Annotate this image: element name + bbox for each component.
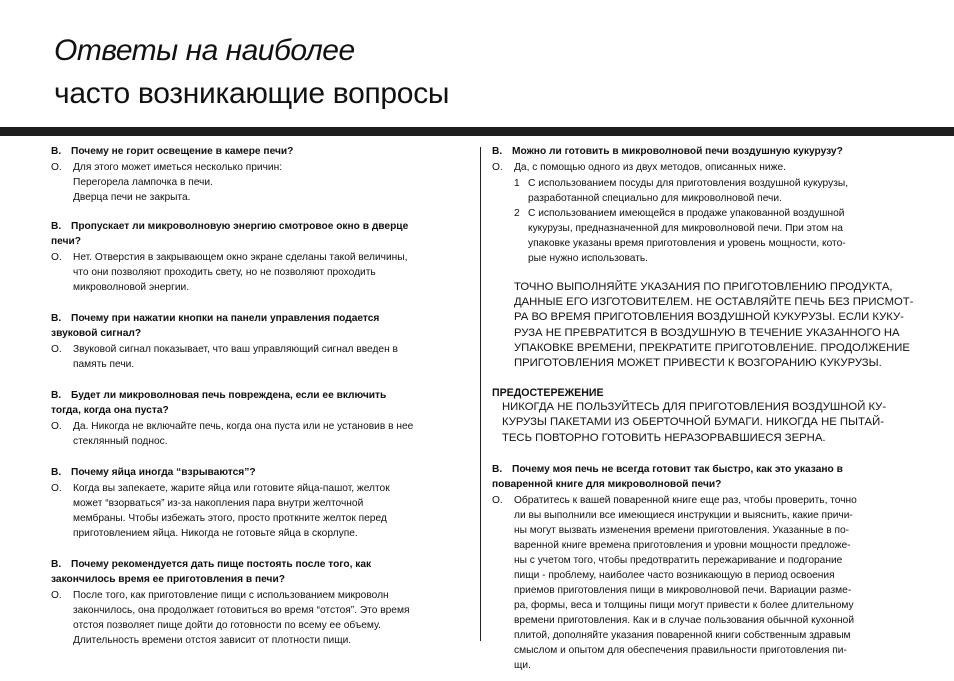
question-line	[51, 403, 456, 418]
caution-title: ПРЕДОСТЕРЕЖЕНИЕ	[492, 387, 604, 400]
notice-line: РУЗА НЕ ПРЕВРАТИТСЯ В ВОЗДУШНУЮ В ТЕЧЕНИЕ УКАЗАННОГО НА	[514, 326, 900, 339]
answer-marker: О.	[51, 162, 62, 173]
answer-line	[51, 526, 456, 541]
answer-line	[51, 633, 456, 648]
question-marker: В.	[492, 146, 503, 157]
answer-text: Нет. Отверстия в закрывающем окно экране сделаны такой величины,	[73, 252, 408, 263]
qa-block-popcorn	[492, 144, 922, 371]
question-marker: В.	[51, 146, 62, 157]
answer-line	[492, 613, 922, 628]
question-line	[51, 557, 456, 572]
qa-block	[51, 144, 456, 205]
caution-block	[492, 386, 922, 446]
answer-line	[51, 357, 456, 372]
answer-line	[51, 280, 456, 295]
answer-text: приемов приготовления пищи в микроволновой печи. Вариации разме-	[514, 584, 852, 596]
answer-text: Перегорела лампочка в печи.	[73, 177, 213, 188]
question-line	[51, 388, 456, 403]
method-line	[492, 191, 922, 206]
answer	[51, 481, 456, 541]
question-marker: В.	[492, 463, 503, 475]
header-rule	[0, 127, 954, 136]
answer	[492, 493, 922, 673]
question	[492, 144, 922, 159]
question-line	[51, 219, 456, 234]
question-line	[492, 477, 922, 492]
qa-block	[51, 388, 456, 449]
answer-text: мембраны. Чтобы избежать этого, просто проткните желток перед	[73, 513, 387, 524]
notice-line: ТОЧНО ВЫПОЛНЯЙТЕ УКАЗАНИЯ ПО ПРИГОТОВЛЕНИЮ ПРОДУКТА,	[514, 281, 893, 293]
method-number: 1	[514, 178, 520, 189]
answer-text: Когда вы запекаете, жарите яйца или готовите яйца-пашот, желток	[73, 483, 390, 494]
question-line	[51, 572, 456, 587]
answer-line	[492, 553, 922, 568]
question-text: Почему яйца иногда “взрываются”?	[71, 467, 256, 478]
answer-text: смыслом и опытом для обеспечения правильности приготовления пи-	[514, 644, 847, 656]
answer-text: может “взорваться” из-за накопления пара внутри желточной	[73, 498, 364, 509]
question	[51, 557, 456, 587]
answer-text: Да, с помощью одного из двух методов, описанных ниже.	[514, 162, 786, 173]
answer-text: Дверца печи не закрыта.	[73, 192, 191, 203]
caution-line: ТЕСЬ ПОВТОРНО ГОТОВИТЬ НЕРАЗОРВАВШИЕСЯ ЗЕРНА.	[502, 431, 826, 444]
qa-block-cookbook	[492, 462, 922, 673]
answer-text: ли вы выполнили все имеющиеся инструкции и выяснить, какие причи-	[514, 509, 853, 521]
answer-line	[51, 250, 456, 265]
method-text: упаковке указаны время приготовления и уровень мощности, кото-	[528, 238, 846, 249]
answer	[51, 160, 456, 205]
method-text: рые нужно использовать.	[528, 253, 649, 264]
question	[492, 462, 922, 492]
page-title-line-2: часто возникающие вопросы	[54, 77, 450, 110]
question-marker: В.	[51, 467, 62, 478]
answer-text: Для этого может иметься несколько причин:	[73, 162, 283, 173]
answer-line	[492, 658, 922, 673]
column-divider	[480, 147, 481, 641]
question-text: тогда, когда она пуста?	[51, 405, 169, 416]
answer-text: щи.	[514, 659, 531, 671]
answer	[51, 588, 456, 648]
method-line	[492, 176, 922, 191]
left-column	[51, 144, 456, 648]
method-line	[492, 236, 922, 251]
question-text: звуковой сигнал?	[51, 328, 142, 339]
question-text: Будет ли микроволновая печь повреждена, если ее включить	[71, 390, 387, 401]
answer-text: Звуковой сигнал показывает, что ваш управляющий сигнал введен в	[73, 344, 398, 355]
answer-line	[51, 511, 456, 526]
question-line	[492, 462, 922, 477]
popcorn-notice	[492, 280, 922, 371]
answer-line	[492, 160, 922, 175]
answer-text: Да. Никогда не включайте печь, когда она пуста или не установив в нее	[73, 421, 414, 432]
question-marker: В.	[51, 559, 62, 570]
question-line	[51, 311, 456, 326]
method-text: разработанной специально для микроволновой печи.	[528, 193, 782, 204]
question-text: Почему рекомендуется дать пище постоять после того, как	[71, 559, 372, 570]
answer	[51, 342, 456, 372]
answer-marker: О.	[51, 483, 62, 494]
notice-line: ПРИГОТОВЛЕНИЯ МОЖЕТ ПРИВЕСТИ К ВОЗГОРАНИЮ КУКУРУЗЫ.	[514, 357, 882, 370]
answer-line	[492, 523, 922, 538]
answer-marker: О.	[492, 494, 503, 506]
answer-text: микроволновой энергии.	[73, 282, 190, 293]
question	[51, 144, 456, 159]
method-line	[492, 206, 922, 221]
answer-line	[492, 508, 922, 523]
method-text: С использованием посуды для приготовления воздушной кукурузы,	[528, 178, 849, 189]
answer	[51, 419, 456, 449]
answer-text: времени приготовления. Как и в случае пользования обычной кухонной	[514, 614, 855, 626]
question-text: поваренной книге для микроволновой печи?	[492, 478, 722, 490]
answer-line	[492, 643, 922, 658]
question-line	[492, 144, 922, 159]
caution-line: НИКОГДА НЕ ПОЛЬЗУЙТЕСЬ ДЛЯ ПРИГОТОВЛЕНИЯ ВОЗДУШНОЙ КУ-	[502, 401, 887, 414]
answer-line	[51, 481, 456, 496]
answer-line	[51, 419, 456, 434]
question-text: Почему при нажатии кнопки на панели управления подается	[71, 313, 380, 324]
answer-line	[492, 598, 922, 613]
answer-line	[51, 160, 456, 175]
answer-text: стеклянный поднос.	[73, 436, 168, 447]
method-line	[492, 221, 922, 236]
answer-line	[51, 588, 456, 603]
answer-line	[492, 628, 922, 643]
answer-text: Обратитесь к вашей поваренной книге еще раз, чтобы проверить, точно	[514, 494, 857, 506]
answer-marker: О.	[51, 344, 62, 355]
answer-text: Длительность времени отстоя зависит от плотности пищи.	[73, 635, 352, 646]
answer-text: память печи.	[73, 359, 135, 370]
qa-block	[51, 557, 456, 648]
question	[51, 465, 456, 480]
question-marker: В.	[51, 313, 62, 324]
qa-block	[51, 311, 456, 372]
answer-marker: О.	[492, 162, 503, 173]
answer-text: что они позволяют проходить свету, но не позволяют проходить	[73, 267, 376, 278]
method-text: кукурузы, предназначенной для микроволновой печи. При этом на	[528, 223, 843, 234]
question-text: закончилось время ее приготовления в печи?	[51, 574, 285, 585]
answer-text: После того, как приготовление пищи с использованием микроволн	[73, 590, 389, 601]
question-marker: В.	[51, 221, 62, 232]
answer-text: ны с учетом того, чтобы предотвратить пережаривание и подгорание	[514, 554, 843, 566]
answer-marker: О.	[51, 590, 62, 601]
qa-block	[51, 219, 456, 295]
answer-text: пищи - проблему, наиболее часто возникающую в период освоения	[514, 569, 835, 581]
answer-text: ны могут вызвать изменения времени приготовления. Указанные в по-	[514, 524, 850, 536]
answer-line	[51, 175, 456, 190]
qa-block	[51, 465, 456, 541]
question-line	[51, 326, 456, 341]
answer-text: приготовлением яйца. Никогда не готовьте яйца в скорлупе.	[73, 528, 358, 539]
answer-line	[492, 583, 922, 598]
answer-line	[492, 568, 922, 583]
question-text: Можно ли готовить в микроволновой печи воздушную кукурузу?	[512, 146, 843, 157]
answer-line	[51, 496, 456, 511]
right-column	[492, 144, 922, 673]
method-number: 2	[514, 208, 520, 219]
answer-text: ра, формы, веса и толщины пищи могут привести к более длительному	[514, 599, 854, 611]
answer-line	[51, 434, 456, 449]
caution-line: КУРУЗЫ ПАКЕТАМИ ИЗ ОБЕРТОЧНОЙ БУМАГИ. НИКОГДА НЕ ПЫТАЙ-	[502, 416, 884, 429]
question-line	[51, 144, 456, 159]
question-text: Почему моя печь не всегда готовит так быстро, как это указано в	[512, 463, 843, 475]
page-title-line-1: Ответы на наиболее	[54, 34, 355, 67]
question	[51, 219, 456, 249]
answer-marker: О.	[51, 421, 62, 432]
question-line	[51, 234, 456, 249]
answer-line	[51, 190, 456, 205]
answer-line	[51, 265, 456, 280]
answer-line	[492, 538, 922, 553]
answer	[492, 160, 922, 175]
answer-line	[51, 342, 456, 357]
answer	[51, 250, 456, 295]
answer-text: варенной книге времена приготовления и уровни мощности предложе-	[514, 539, 851, 551]
answer-line	[51, 603, 456, 618]
notice-line: УПАКОВКЕ ВРЕМЕНИ, ПРЕКРАТИТЕ ПРИГОТОВЛЕНИЕ. ПРОДОЛЖЕНИЕ	[514, 341, 910, 354]
question-marker: В.	[51, 390, 62, 401]
answer-text: отстоя позволяет пище дойти до готовности по всему ее объему.	[73, 620, 381, 631]
answer-line	[51, 618, 456, 633]
answer-marker: О.	[51, 252, 62, 263]
method-list	[492, 176, 922, 266]
answer-text: плитой, дополняйте указания поваренной книги собственным здравым	[514, 629, 851, 641]
question-text: печи?	[51, 236, 81, 247]
question-line	[51, 465, 456, 480]
answer-text: закончилось, она продолжает готовиться во время “отстоя”. Это время	[73, 605, 410, 616]
answer-line	[492, 493, 922, 508]
question	[51, 311, 456, 341]
question-text: Почему не горит освещение в камере печи?	[71, 146, 294, 157]
question	[51, 388, 456, 418]
question-text: Пропускает ли микроволновую энергию смотровое окно в дверце	[71, 221, 409, 232]
method-line	[492, 251, 922, 266]
notice-line: ДАННЫЕ ЕГО ИЗГОТОВИТЕЛЕМ. НЕ ОСТАВЛЯЙТЕ ПЕЧЬ БЕЗ ПРИСМОТ-	[514, 296, 914, 309]
notice-line: РА ВО ВРЕМЯ ПРИГОТОВЛЕНИЯ ВОЗДУШНОЙ КУКУРУЗЫ. ЕСЛИ КУКУ-	[514, 311, 904, 324]
method-text: С использованием имеющейся в продаже упакованной воздушной	[528, 208, 845, 219]
